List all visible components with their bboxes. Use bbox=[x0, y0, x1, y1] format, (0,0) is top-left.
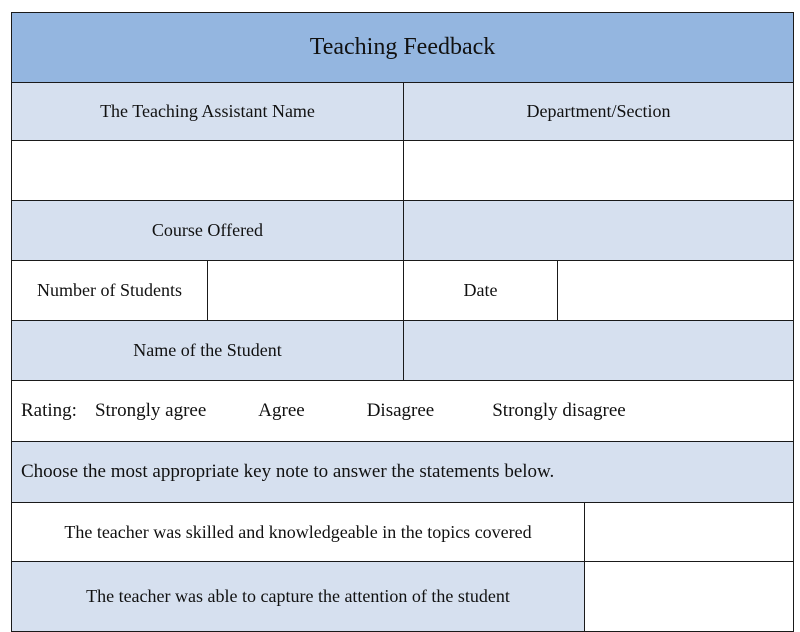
ta-name-input[interactable] bbox=[12, 140, 403, 201]
rating-scale-row bbox=[11, 380, 794, 442]
number-of-students-field[interactable] bbox=[207, 260, 404, 321]
date-field[interactable] bbox=[557, 260, 794, 321]
rating-option-strongly-disagree: Strongly disagree bbox=[492, 400, 626, 421]
number-of-students-input[interactable] bbox=[208, 260, 403, 321]
number-of-students-label: Number of Students bbox=[11, 260, 208, 321]
form-title: Teaching Feedback bbox=[11, 12, 794, 83]
rating-label: Rating: bbox=[21, 400, 77, 421]
statement-2-label: The teacher was able to capture the attention of the student bbox=[86, 586, 510, 606]
rating-option-disagree: Disagree bbox=[366, 400, 435, 421]
department-input[interactable] bbox=[404, 140, 793, 201]
course-offered-input[interactable] bbox=[404, 200, 793, 261]
rating-option-strongly-agree: Strongly agree bbox=[94, 400, 207, 421]
statement-1-text: The teacher was skilled and knowledgeable in the topics covered bbox=[11, 502, 585, 562]
course-offered-label: Course Offered bbox=[11, 200, 404, 261]
student-name-input[interactable] bbox=[404, 320, 793, 381]
date-input[interactable] bbox=[558, 260, 793, 321]
statement-2-text bbox=[11, 561, 585, 632]
rating-option-agree: Agree bbox=[258, 400, 305, 421]
student-name-label: Name of the Student bbox=[11, 320, 404, 381]
statement-1-answer[interactable] bbox=[584, 502, 794, 562]
course-offered-field[interactable] bbox=[403, 200, 794, 261]
student-name-field[interactable] bbox=[403, 320, 794, 381]
instruction-text: Choose the most appropriate key note to answer the statements below. bbox=[11, 441, 794, 503]
department-label: Department/Section bbox=[403, 82, 794, 141]
ta-name-field[interactable] bbox=[11, 140, 404, 201]
department-field[interactable] bbox=[403, 140, 794, 201]
ta-name-label: The Teaching Assistant Name bbox=[11, 82, 404, 141]
statement-1-input[interactable] bbox=[585, 502, 793, 562]
date-label: Date bbox=[403, 260, 558, 321]
statement-2-answer[interactable] bbox=[584, 561, 794, 632]
teaching-feedback-form bbox=[11, 12, 794, 632]
statement-2-input[interactable] bbox=[585, 561, 793, 632]
